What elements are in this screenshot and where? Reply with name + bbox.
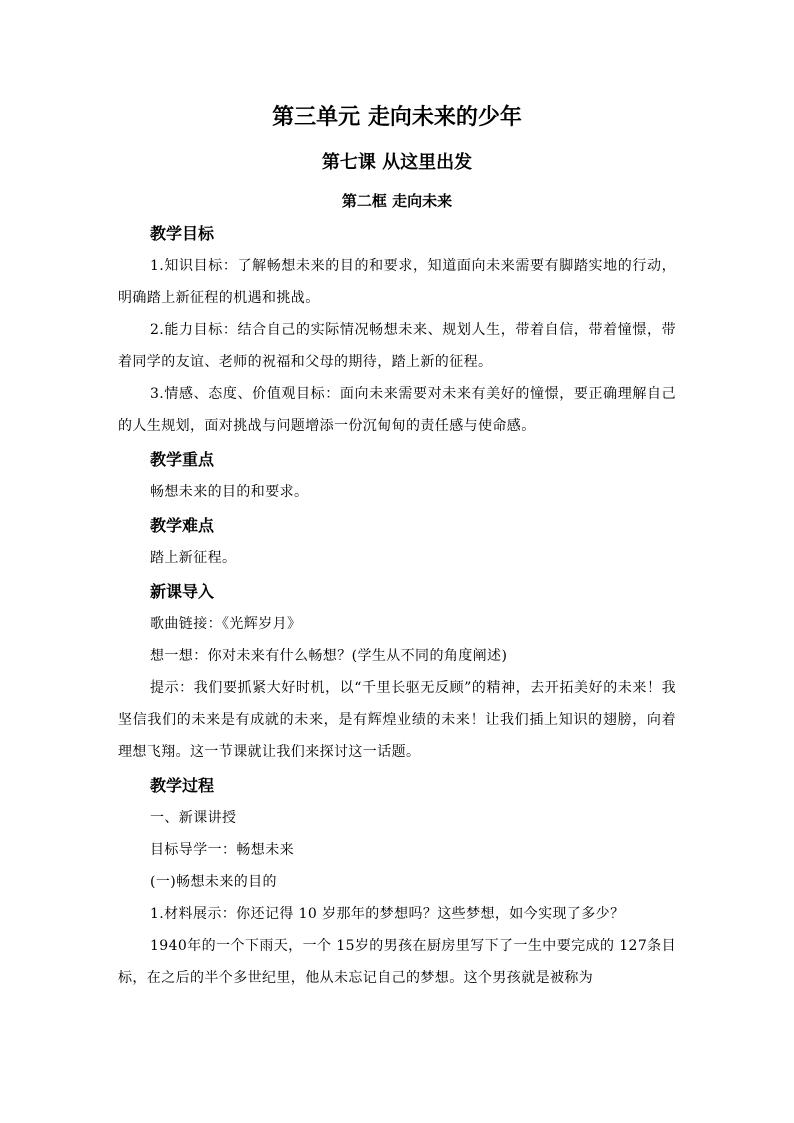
intro-heading: 新课导入: [150, 582, 215, 601]
key-point-heading: 教学重点: [150, 450, 215, 469]
objective-1: 1.知识目标：了解畅想未来的目的和要求，知道面向未来需要有脚踏实地的行动，明确踏上新征程的机遇和挑战。: [118, 258, 676, 306]
intro-think: 想一想：你对未来有什么畅想？(学生从不同的角度阐述): [150, 648, 508, 664]
document-body: [118, 100, 676, 994]
frame-title: 第二框 走向未来: [341, 192, 453, 210]
key-point-text: 畅想未来的目的和要求。: [150, 484, 309, 500]
process-heading: 教学过程: [150, 776, 215, 795]
lesson-title: 第七课 从这里出发: [321, 152, 473, 173]
objective-2: 2.能力目标：结合自己的实际情况畅想未来、规划人生，带着自信，带着憧憬，带着同学的友谊、老师的祝福和父母的期待，踏上新的征程。: [118, 322, 676, 370]
intro-song: 歌曲链接：《光辉岁月》: [150, 616, 302, 632]
intro-hint: 提示：我们要抓紧大好时机，以“千里长驱无反顾”的精神，去开拓美好的未来！我坚信我们的未来是有成就的未来，是有辉煌业绩的未来！让我们插上知识的翅膀，向着理想飞翔。这一节课就让我们来探讨这一话题。: [118, 680, 676, 760]
process-line-1: 一、新课讲授: [150, 810, 237, 826]
process-line-3: (一)畅想未来的目的: [150, 874, 277, 890]
unit-title: 第三单元 走向未来的少年: [272, 105, 522, 130]
difficulty-text: 踏上新征程。: [150, 550, 237, 566]
process-line-4: 1.材料展示：你还记得 10 岁那年的梦想吗？这些梦想，如今实现了多少？: [150, 906, 625, 922]
objectives-heading: 教学目标: [150, 224, 215, 243]
objective-3: 3.情感、态度、价值观目标：面向未来需要对未来有美好的憧憬，要正确理解自己的人生规划，面对挑战与问题增添一份沉甸甸的责任感与使命感。: [118, 386, 676, 434]
difficulty-heading: 教学难点: [150, 516, 215, 535]
process-line-2: 目标导学一：畅想未来: [150, 842, 294, 858]
process-line-5: 1940年的一个下雨天，一个 15岁的男孩在厨房里写下了一生中要完成的 127条目标，在之后的半个多世纪里，他从未忘记自己的梦想。这个男孩就是被称为: [118, 938, 676, 986]
